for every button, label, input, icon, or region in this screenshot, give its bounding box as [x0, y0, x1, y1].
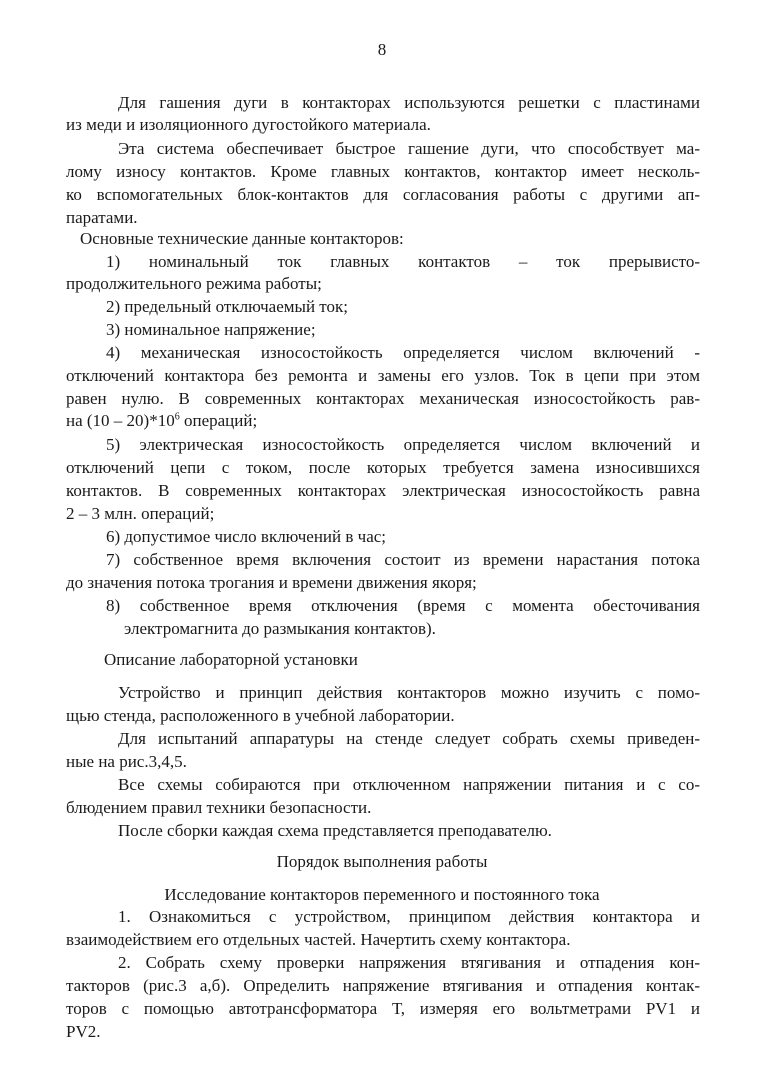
- paragraph-line: торов с помощью автотрансформатора Т, измеряя его вольтметрами PV1 и: [66, 999, 700, 1018]
- list-item-line: продолжительного режима работы;: [66, 274, 322, 293]
- paragraph-line: ко вспомогательных блок-контактов для согласования работы с другими ап-: [66, 185, 700, 204]
- formula-text: на (10 – 20)*10: [66, 411, 175, 430]
- paragraph-line: Устройство и принцип действия контакторов можно изучить с помо-: [118, 683, 700, 702]
- paragraph-line: PV2.: [66, 1022, 101, 1041]
- formula-tail: операций;: [179, 411, 258, 430]
- list-item-line: 2 – 3 млн. операций;: [66, 504, 215, 523]
- page-number: 8: [377, 40, 387, 59]
- list-item-line: отключений цепи с током, после которых требуется замена износившихся: [66, 458, 700, 477]
- paragraph-line: блюдением правил техники безопасности.: [66, 798, 372, 817]
- list-item-line: контактов. В современных контакторах электрическая износостойкость равна: [66, 481, 700, 500]
- paragraph-line: Основные технические данные контакторов:: [80, 229, 404, 248]
- paragraph-line: паратами.: [66, 208, 138, 227]
- paragraph-line: Для гашения дуги в контакторах используются решетки с пластинами: [118, 93, 700, 112]
- section-heading: Описание лабораторной установки: [104, 650, 358, 669]
- exponent: 6: [174, 411, 180, 423]
- section-heading: Порядок выполнения работы: [276, 852, 488, 871]
- list-item-line: [66, 410, 700, 432]
- paragraph-line: щью стенда, расположенного в учебной лаборатории.: [66, 706, 455, 725]
- list-item-line: 6) допустимое число включений в час;: [106, 527, 387, 546]
- list-item-line: равен нулю. В современных контакторах механическая износостойкость рав-: [66, 389, 700, 408]
- list-item-line: электромагнита до размыкания контактов).: [124, 619, 436, 638]
- list-item-line: 8) собственное время отключения (время с момента обесточивания: [106, 596, 700, 615]
- section-subheading: Исследование контакторов переменного и постоянного тока: [164, 885, 600, 904]
- list-item-line: 4) механическая износостойкость определяется числом включений -: [106, 343, 700, 362]
- paragraph-line: из меди и изоляционного дугостойкого материала.: [66, 115, 431, 134]
- list-item-line: 7) собственное время включения состоит из времени нарастания потока: [106, 550, 700, 569]
- list-item-line: 2) предельный отключаемый ток;: [106, 297, 348, 316]
- paragraph-line: лому износу контактов. Кроме главных контактов, контактор имеет несколь-: [66, 162, 700, 181]
- list-item-line: 3) номинальное напряжение;: [106, 320, 316, 339]
- paragraph-line: Эта система обеспечивает быстрое гашение дуги, что способствует ма-: [118, 139, 700, 158]
- list-item-line: 1) номинальный ток главных контактов – ток прерывисто-: [106, 252, 700, 271]
- paragraph-line: Для испытаний аппаратуры на стенде следует собрать схемы приведен-: [118, 729, 700, 748]
- list-item-line: отключений контактора без ремонта и замены его узлов. Ток в цепи при этом: [66, 366, 700, 385]
- paragraph-line: Все схемы собираются при отключенном напряжении питания и с со-: [118, 775, 700, 794]
- list-item-line: 5) электрическая износостойкость определяется числом включений и: [106, 435, 700, 454]
- paragraph-line: такторов (рис.3 а,б). Определить напряжение втягивания и отпадения контак-: [66, 976, 700, 995]
- list-item-line: до значения потока трогания и времени движения якоря;: [66, 573, 477, 592]
- paragraph-line: 2. Собрать схему проверки напряжения втягивания и отпадения кон-: [118, 953, 700, 972]
- paragraph-line: ные на рис.3,4,5.: [66, 752, 187, 771]
- paragraph-line: взаимодействием его отдельных частей. Начертить схему контактора.: [66, 930, 571, 949]
- paragraph-line: 1. Ознакомиться с устройством, принципом действия контактора и: [118, 907, 700, 926]
- paragraph-line: После сборки каждая схема представляется преподавателю.: [118, 821, 552, 840]
